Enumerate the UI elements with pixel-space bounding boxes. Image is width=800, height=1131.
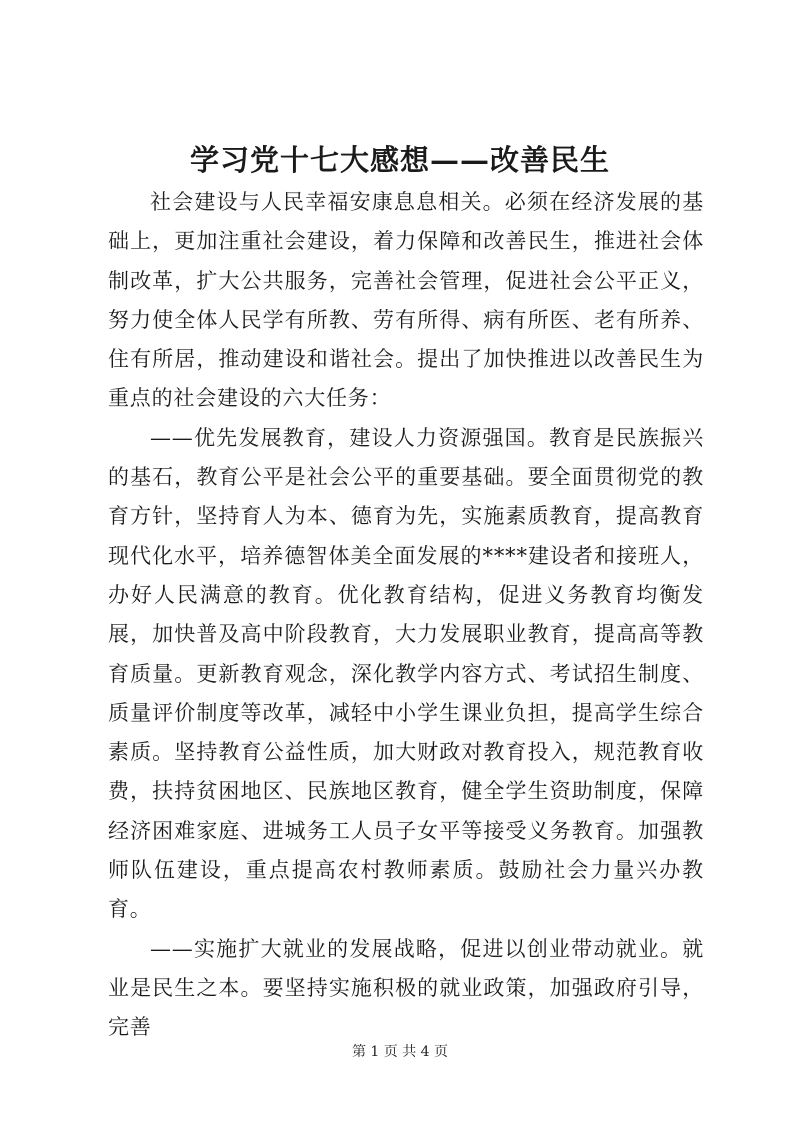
page-number-footer: 第 1 页 共 4 页 bbox=[351, 1044, 449, 1060]
paragraph-education: ——优先发展教育，建设人力资源强国。教育是民族振兴的基石，教育公平是社会公平的重要基础。要全面贯彻党的教育方针，坚持育人为本、德育为先，实施素质教育，提高教育现代化水平，培养德智体美全面发展的****建设者和接班人，办好人民满意的教育。优化教育结构，促进义务教育均衡发展，加快普及高中阶段教育，大力发展职业教育，提高高等教育质量。更新教育观念，深化教学内容方式、考试招生制度、质量评价制度等改革，减轻中小学生课业负担，提高学生综合素质。坚持教育公益性质，加大财政对教育投入，规范教育收费，扶持贫困地区、民族地区教育，健全学生资助制度，保障经济困难家庭、进城务工人员子女平等接受义务教育。加强教师队伍建设，重点提高农村教师素质。鼓励社会力量兴办教育。 bbox=[108, 425, 704, 922]
paragraph-intro: 社会建设与人民幸福安康息息相关。必须在经济发展的基础上，更加注重社会建设，着力保障和改善民生，推进社会体制改革，扩大公共服务，完善社会管理，促进社会公平正义，努力使全体人民学有所教、劳有所得、病有所医、老有所养、住有所居，推动建设和谐社会。提出了加快推进以改善民生为重点的社会建设的六大任务： bbox=[108, 190, 704, 411]
document-body bbox=[108, 183, 704, 1048]
paragraph-employment: ——实施扩大就业的发展战略，促进以创业带动就业。就业是民生之本。要坚持实施积极的就业政策，加强政府引导，完善 bbox=[108, 936, 704, 1040]
document-title: 学习党十七大感想——改善民生 bbox=[189, 143, 610, 177]
